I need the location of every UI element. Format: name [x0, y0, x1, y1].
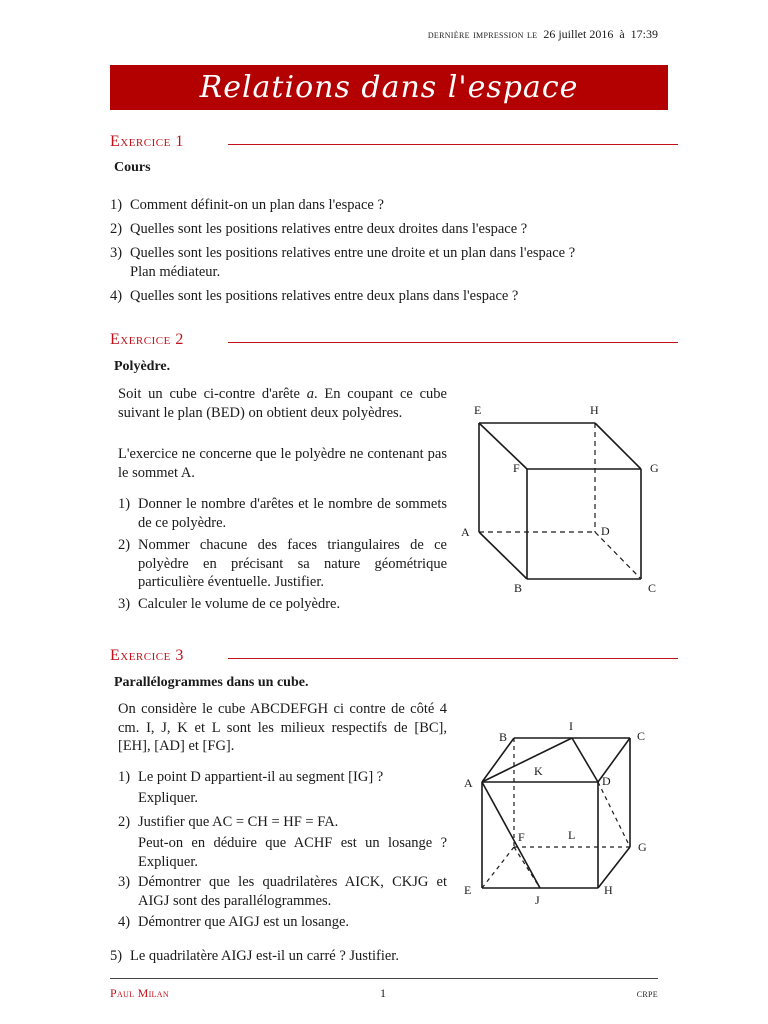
footer-author: Paul Milan — [110, 986, 169, 1000]
page-title: Relations dans l'espace — [110, 65, 668, 110]
exercise-2-intro-2: L'exercice ne concerne que le polyèdre ne contenant pas le sommet A. — [118, 446, 447, 481]
midpoint-label-J: J — [535, 893, 540, 907]
footer-page-number: 1 — [380, 986, 386, 1000]
vertex-label-A: A — [464, 776, 473, 790]
print-sep: à — [619, 27, 625, 41]
exercise-2-subtitle: Polyèdre. — [114, 359, 171, 374]
vertex-label-D: D — [601, 524, 610, 538]
vertex-label-H: H — [590, 403, 599, 417]
exercise-2-heading: Exercice 2 — [110, 331, 184, 348]
exercise-1-heading: Exercice 1 — [110, 133, 184, 150]
exercise-3-question-2: 2) Justifier que AC = CH = HF = FA. Peut-on en déduire que ACHF est un losange ? Expliquer. — [118, 814, 447, 870]
midpoint-label-K: K — [534, 764, 543, 778]
midpoint-label-L: L — [568, 828, 576, 842]
vertex-label-I: I — [569, 719, 573, 733]
vertex-label-G: G — [650, 461, 659, 475]
vertex-label-C: C — [637, 729, 646, 743]
vertex-label-G: G — [638, 840, 647, 854]
exercise-1-question-3: 3) Quelles sont les positions relatives entre une droite et un plan dans l'espace ? Plan médiateur. — [110, 245, 576, 280]
exercise-2-intro-1: Soit un cube ci-contre d'arête a. En coupant ce cube suivant le plan (BED) on obtient deux polyèdres. — [118, 386, 447, 421]
exercise-3-subtitle: Parallélogrammes dans un cube. — [114, 675, 309, 690]
exercise-2-rule — [228, 342, 678, 343]
footer-rule — [110, 978, 658, 979]
vertex-label-E: E — [474, 403, 482, 417]
print-date: 26 juillet 2016 — [543, 27, 614, 41]
exercise-3-rule — [228, 658, 678, 659]
vertex-label-F: F — [518, 830, 525, 844]
exercise-3-question-1: 1) Le point D appartient-il au segment [IG] ? Expliquer. — [118, 769, 384, 806]
vertex-label-F: F — [513, 461, 520, 475]
footer-course: crpe — [636, 986, 658, 1000]
print-label: dernière impression le — [427, 27, 538, 41]
vertex-label-H: H — [604, 883, 613, 897]
exercise-1-subtitle: Cours — [114, 160, 151, 175]
vertex-label-C: C — [648, 581, 657, 595]
print-date-header — [428, 27, 658, 42]
vertex-label-E: E — [464, 883, 472, 897]
vertex-label-B: B — [499, 730, 508, 744]
exercise-1-rule — [228, 144, 678, 145]
vertex-label-A: A — [461, 525, 470, 539]
cube-figure-exercise-2 — [450, 395, 670, 605]
vertex-label-D: D — [602, 774, 611, 788]
exercise-3-intro: On considère le cube ABCDEFGH ci contre de côté 4 cm. I, J, K et L sont les milieux respectifs de [BC], [EH], [AD] et [FG]. — [118, 701, 447, 754]
print-time: 17:39 — [630, 27, 658, 41]
exercise-3-heading: Exercice 3 — [110, 647, 184, 664]
cube-figure-exercise-3 — [455, 712, 670, 912]
vertex-label-B: B — [514, 581, 523, 595]
